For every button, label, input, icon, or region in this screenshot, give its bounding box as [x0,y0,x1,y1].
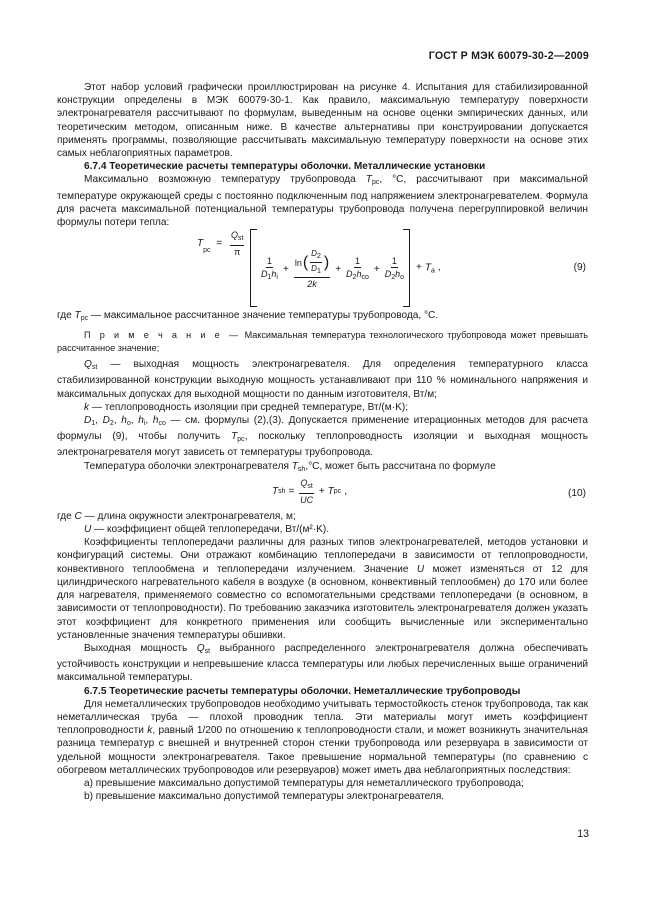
paragraph: Максимально возможную температуру трубопровода $T_{pc}$, °C, рассчитывают при максимальной температуре окружающей среды с постоянно подключенным под напряжением электронагревателем. Формула для расчета максимальной потенциальной температуры трубопровода получена перегруппировкой величин формулы потери тепла: [57,174,588,229]
formula-number-10: (10) [568,487,586,499]
section-heading-6-7-5: 6.7.5 Теоретические расчеты температуры оболочки. Неметаллические трубопроводы [84,685,521,697]
formula-number-9: (9) [573,262,586,274]
fraction-1-d2hco: 1 $D_2h_{co}$ [346,255,369,281]
definition-d: $D_1$, $D_2$, $h_o$, $h_i$, $h_{co}$ — см. формулы (2),(3). Допускается применение итерационных методов для расчета формулы (9), чтобы получить $T_{pc}$, поскольку теплопроводность изоляции и выходная мощность электронагревателя могут зависеть от температуры трубопровода. [57,415,589,459]
formula-10 [57,476,588,510]
formula-9-tail: + $T_a$ , [416,262,441,275]
right-bracket [403,229,410,307]
fraction-qst-over-uc: $Q_{st}$ UC [300,477,314,505]
page-number: 13 [577,828,589,840]
paragraph: Этот набор условий графически проиллюстрирован на рисунке 4. Испытания для стабилизированной конструкции определены в МЭК 60079-30-1. Как правило, максимальную температуру поверхности электронагревателя рассчитывают по формулам, выведенным на основе оценки эмпирических данных, или теоретическим методом, описанным ниже. В качестве альтернативы при конструировании допускается применять программы, позволяющие рассчитывать максимальную температуру поверхности на основе этих самых неблагоприятных параметров. [57,82,588,160]
where-tpc: где $T_{pc}$ — максимальное рассчитанное значение температуры трубопровода, °C. [57,310,439,323]
paragraph: Коэффициенты теплопередачи различны для разных типов электронагревателей, методов установки и конфигураций системы. Они отражают комбинацию теплопередачи в зависимости от теплопроводности, конвективного теплообмена и теплопередачи излучением. Значение U может изменяться от 12 для цилиндрического нагревательного кабеля в воздухе (в основном, конвективный теплообмен) до 170 или более для нагревателя, применяемого совместно со вспомогательными средствами теплопередачи (в основном, в зависимости от теплопроводности). По требованию заказчика изготовитель электронагревателя должен указать этот коэффициент для конкретного применения или сообщить вычисленные или экспериментально установленные значения температуры обшивки. [57,537,588,641]
paragraph-tsh-intro: Температура оболочки электронагревателя $T_{sh},^\circ C$, может быть рассчитана по формуле [84,460,496,473]
fraction-ln-over-2k: ln ( $D_2$ $D_1$ ) 2k [294,249,330,290]
formula-9-expression: $T_{pc}$ = $Q_{st}$ π [197,230,244,258]
page-content [57,81,588,803]
section-heading-6-7-4: 6.7.4 Теоретические расчеты температуры оболочки. Металлические установки [84,161,486,173]
definition-qst: $Q_{st}$ — выходная мощность электронагревателя. Для определения температурного класса стабилизированной конструкции выходную мощность устанавливают при 110 % номинального напряжения и максимальных допусках для выходной мощности по данным изготовителя, Вт/м; [57,359,588,400]
fraction-d2-d1: $D_2$ $D_1$ [311,249,321,276]
bracket-content: 1 $D_1h_i$ + ln ( $D_2$ $D_1$ ) 2k + 1 $D_2h_{co}$ + $\frac{1}{D_2h_o}$ [261,249,405,290]
paragraph: Для неметаллических трубопроводов необходимо учитывать термостойкость стенок трубопровода, так как неметаллическая труба — плохой проводник тепла. Эти материалы могут иметь коэффициент теплопроводности k, равный 1/200 по отношению к теплопроводности стали, и может возникнуть значительная разница температур с внешней и внутренней сторон стенки трубопровода или резервуара в зависимости от удельной мощности электронагревателя. Такое превышение нормальной температуры (по сравнению с обогревом металлических трубопроводов или резервуаров) может иметь два неблагоприятных последствия: [57,698,588,776]
formula-9 [57,229,588,309]
fraction-q-over-pi: $Q_{st}$ π [230,230,244,258]
list-item-b: b) превышение максимально допустимой температуры электронагревателя. [84,791,445,803]
formula-10-expression: T sh = $Q_{st}$ UC + T pc , [272,477,347,505]
where-c: где C — длина окружности электронагревателя, м; [57,510,296,522]
left-bracket [250,229,257,307]
definition-k: k — теплопроводность изоляции при средней температуре, Вт/(м·K); [84,401,408,413]
fraction-1-d2ho: $\frac{1}{D_2h_o}$ [384,255,405,281]
note: П р и м е ч а н и е — Максимальная температура технологического трубопровода может превышать рассчитанное значение; [57,330,588,353]
standard-code-header: ГОСТ Р МЭК 60079-30-2—2009 [428,50,589,62]
paragraph: Выходная мощность $Q_{st}$ выбранного распределенного электронагревателя должна обеспечивать устойчивость конструкции и непревышение класса температуры или любых перечисленных выше ограничений максимальной температуры. [57,642,588,684]
fraction-1-d1h1: 1 $D_1h_i$ [261,255,278,281]
list-item-a: a) превышение максимально допустимой температуры для неметаллического трубопровода; [84,777,524,789]
where-u: U — коэффициент общей теплопередачи, Вт/(м²·K). [84,524,330,536]
